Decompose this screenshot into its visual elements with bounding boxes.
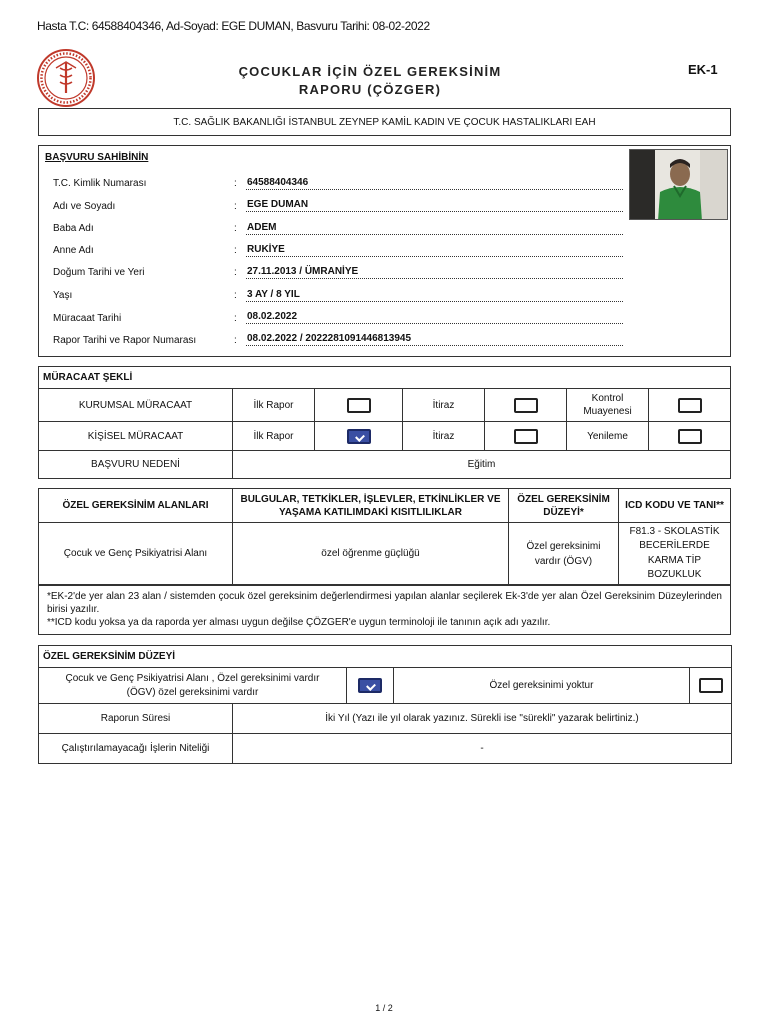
icd-value-line2: BECERİLERDE xyxy=(639,540,710,551)
corporate-control-cell xyxy=(567,389,731,422)
findings-header xyxy=(233,489,509,523)
control-exam-label-line1: Kontrol xyxy=(591,393,624,404)
value-application-date: 08.02.2022 xyxy=(246,311,623,324)
report-duration-label: Raporun Süresi xyxy=(39,704,233,734)
report-duration-value: İki Yıl (Yazı ile yıl olarak yazınız. Sürekli ise "sürekli" yazarak belirtiniz.) xyxy=(233,704,732,734)
no-need-label: Özel gereksinimi yoktur xyxy=(394,668,690,704)
label-report-date-number: Rapor Tarihi ve Rapor Numarası xyxy=(53,335,197,346)
need-level-value xyxy=(509,523,619,585)
icd-value-line3: KARMA TİP xyxy=(647,554,702,566)
needs-area-value: Çocuk ve Genç Psikiyatrisi Alanı xyxy=(39,523,233,585)
control-exam-label xyxy=(567,389,649,421)
colon: : xyxy=(234,201,237,212)
page-number: 1 / 2 xyxy=(375,1003,393,1013)
findings-header-line1: BULGULAR, TETKİKLER, İŞLEVLER, ETKİNLİKLER VE xyxy=(240,493,501,505)
footnote-level: *EK-2'de yer alan 23 alan / sistemden çocuk özel gereksinim değerlendirmesi yapılan alanlar seçilerek Ek-3'de yer alan Özel Gereksinim Düzeylerinden birisi yazılır. xyxy=(47,591,722,615)
corporate-first-report-label: İlk Rapor xyxy=(233,389,315,422)
label-father-name: Baba Adı xyxy=(53,223,94,234)
individual-objection-checkbox[interactable] xyxy=(514,429,538,444)
application-reason-value: Eğitim xyxy=(233,451,731,479)
label-application-date: Müracaat Tarihi xyxy=(53,313,122,324)
application-type-table xyxy=(38,366,731,479)
has-need-label-line2: (ÖGV) özel gereksinimi vardır xyxy=(126,686,259,698)
icd-value-line1: F81.3 - SKOLASTİK xyxy=(629,525,720,537)
colon: : xyxy=(234,267,237,278)
report-title-line1: ÇOCUKLAR İÇİN ÖZEL GEREKSİNİM xyxy=(238,64,502,79)
colon: : xyxy=(234,223,237,234)
label-tc-number: T.C. Kimlik Numarası xyxy=(53,178,147,189)
report-title-line2: RAPORU (ÇÖZGER) xyxy=(298,82,442,97)
icd-value xyxy=(619,523,731,585)
form-code: EK-1 xyxy=(688,62,718,77)
individual-objection-label: İtiraz xyxy=(403,422,485,451)
institution-name: T.C. SAĞLIK BAKANLIĞI İSTANBUL ZEYNEP KAMİL KADIN VE ÇOCUK HASTALIKLARI EAH xyxy=(38,108,731,136)
icd-value-line4: BOZUKLUK xyxy=(647,569,702,580)
colon: : xyxy=(234,290,237,301)
individual-application-label: KİŞİSEL MÜRACAAT xyxy=(39,422,233,451)
has-need-cell xyxy=(347,668,394,704)
label-age: Yaşı xyxy=(53,290,73,301)
application-type-title: MÜRACAAT ŞEKLİ xyxy=(39,367,731,389)
individual-first-report-label: İlk Rapor xyxy=(233,422,315,451)
renewal-label: Yenileme xyxy=(567,422,649,450)
restricted-jobs-label: Çalıştırılamayacağı İşlerin Niteliği xyxy=(39,734,233,764)
footnotes xyxy=(38,585,731,635)
value-birth-date-place: 27.11.2013 / ÜMRANİYE xyxy=(246,266,623,279)
need-level-value-line2: vardır (ÖGV) xyxy=(534,555,593,567)
value-father-name: ADEM xyxy=(246,222,623,235)
individual-renewal-checkbox[interactable] xyxy=(678,429,702,444)
applicant-photo xyxy=(629,149,728,220)
footnote-icd: **ICD kodu yoksa ya da raporda yer alması uygun değilse ÇÖZGER'e uygun terminoloji ile tanının açık adı yazılır. xyxy=(47,617,551,628)
value-name: EGE DUMAN xyxy=(246,199,623,212)
corporate-first-report-checkbox[interactable] xyxy=(347,398,371,413)
special-needs-table xyxy=(38,488,731,585)
corporate-control-checkbox[interactable] xyxy=(678,398,702,413)
colon: : xyxy=(234,335,237,346)
value-report-date-number: 08.02.2022 / 2022281091446813945 xyxy=(246,333,623,346)
icd-header: ICD KODU VE TANI** xyxy=(619,489,731,523)
colon: : xyxy=(234,245,237,256)
corporate-first-report-cell xyxy=(315,389,403,422)
corporate-objection-cell xyxy=(485,389,567,422)
need-level-table xyxy=(38,645,732,764)
has-need-label xyxy=(39,668,347,704)
corporate-objection-checkbox[interactable] xyxy=(514,398,538,413)
applicant-section xyxy=(38,145,731,357)
needs-area-header: ÖZEL GEREKSİNİM ALANLARI xyxy=(39,489,233,523)
control-exam-label-line2: Muayenesi xyxy=(583,406,632,417)
corporate-application-label: KURUMSAL MÜRACAAT xyxy=(39,389,233,422)
ministry-of-health-logo xyxy=(36,48,96,108)
value-tc-number: 64588404346 xyxy=(246,177,623,190)
label-name: Adı ve Soyadı xyxy=(53,201,116,212)
need-level-header xyxy=(509,489,619,523)
need-level-header-line2: DÜZEYİ* xyxy=(543,506,584,518)
no-need-checkbox[interactable] xyxy=(699,678,723,693)
no-need-cell xyxy=(690,668,732,704)
restricted-jobs-value: - xyxy=(233,734,732,764)
colon: : xyxy=(234,313,237,324)
need-level-header-line1: ÖZEL GEREKSİNİM xyxy=(517,493,610,505)
need-level-value-line1: Özel gereksinimi xyxy=(526,540,601,552)
corporate-objection-label: İtiraz xyxy=(403,389,485,422)
label-mother-name: Anne Adı xyxy=(53,245,94,256)
colon: : xyxy=(234,178,237,189)
value-mother-name: RUKİYE xyxy=(246,244,623,257)
individual-objection-cell xyxy=(485,422,567,451)
findings-value: özel öğrenme güçlüğü xyxy=(233,523,509,585)
has-need-checkbox[interactable] xyxy=(358,678,382,693)
individual-first-report-checkbox[interactable] xyxy=(347,429,371,444)
need-level-section-title: ÖZEL GEREKSİNİM DÜZEYİ xyxy=(39,646,732,668)
application-reason-label: BAŞVURU NEDENİ xyxy=(39,451,233,479)
label-birth-date-place: Doğum Tarihi ve Yeri xyxy=(53,267,145,278)
individual-first-report-cell xyxy=(315,422,403,451)
value-age: 3 AY / 8 YIL xyxy=(246,289,623,302)
findings-header-line2: YAŞAMA KATILIMDAKİ KISITLILIKLAR xyxy=(279,506,462,518)
patient-header-line: Hasta T.C: 64588404346, Ad-Soyad: EGE DUMAN, Basvuru Tarihi: 08-02-2022 xyxy=(37,19,430,33)
individual-renewal-cell xyxy=(567,422,731,451)
applicant-section-title: BAŞVURU SAHİBİNİN xyxy=(45,152,149,163)
has-need-label-line1: Çocuk ve Genç Psikiyatrisi Alanı , Özel gereksinimi vardır xyxy=(65,672,320,684)
